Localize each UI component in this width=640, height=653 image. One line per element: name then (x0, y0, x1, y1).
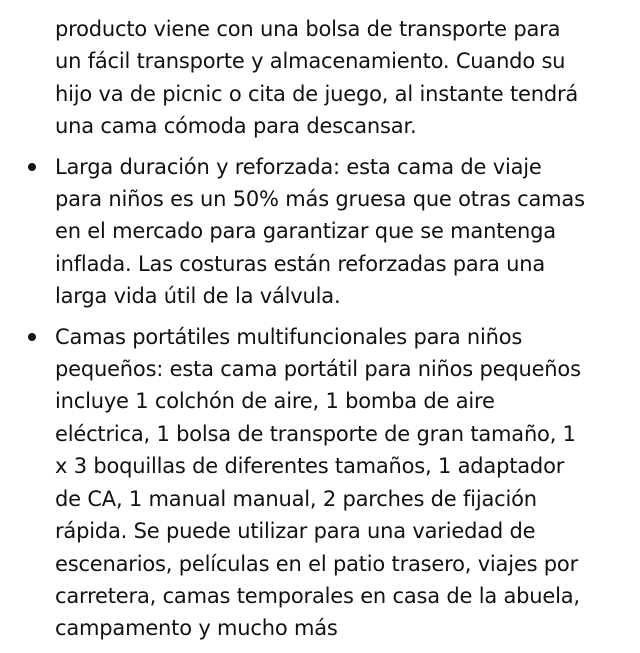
bullet-line: x 3 boquillas de diferentes tamaños, 1 adaptador (55, 454, 565, 479)
bullet-line: eléctrica, 1 bolsa de transporte de gran tamaño, 1 (55, 421, 576, 446)
bullet-line: Larga duración y reforzada: esta cama de viaje (55, 154, 542, 179)
bullet-line: Camas portátiles multifuncionales para niños (55, 324, 523, 349)
bullet-line: larga vida útil de la válvula. (55, 284, 341, 309)
feature-bullet-multifunctional (0, 321, 640, 645)
bullet-line: una cama cómoda para descansar. (55, 114, 417, 139)
bullet-line: carretera, camas temporales en casa de la abuela, (55, 583, 580, 608)
feature-bullet-durability (0, 151, 640, 313)
bullet-line: pequeños: esta cama portátil para niños pequeños (55, 357, 581, 382)
feature-bullet-portability (0, 13, 640, 143)
bullet-line: de CA, 1 manual manual, 2 parches de fijación (55, 486, 537, 511)
bullet-line: hijo va de picnic o cita de juego, al instante tendrá (55, 81, 579, 106)
bullet-line: escenarios, películas en el patio trasero, viajes por (55, 551, 579, 576)
bullet-line: campamento y mucho más (55, 616, 338, 641)
bullet-line: incluye 1 colchón de aire, 1 bomba de aire (55, 389, 495, 414)
bullet-dot-icon (28, 163, 36, 171)
feature-bullet-list (0, 13, 640, 653)
bullet-dot-icon (28, 333, 36, 341)
bullet-line: para niños es un 50% más gruesa que otras camas (55, 187, 585, 212)
bullet-line: inflada. Las costuras están reforzadas para una (55, 251, 546, 276)
bullet-line: un fácil transporte y almacenamiento. Cuando su (55, 49, 566, 74)
bullet-line: rápida. Se puede utilizar para una variedad de (55, 519, 536, 544)
bullet-line: en el mercado para garantizar que se mantenga (55, 219, 556, 244)
bullet-line: producto viene con una bolsa de transporte para (55, 17, 561, 41)
